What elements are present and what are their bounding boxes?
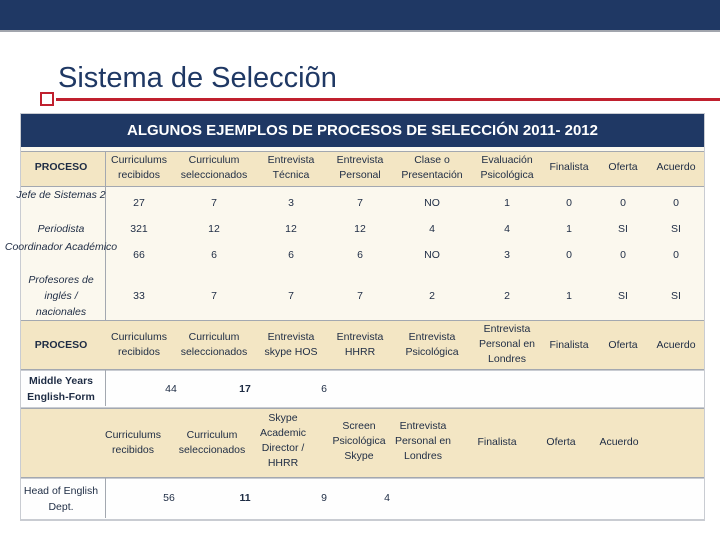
header-cell: Entrevista HHRR <box>336 331 384 358</box>
table-cell: 6 <box>321 383 327 395</box>
header-cell: Entrevista Psicológica <box>405 331 459 358</box>
header-cell: Entrevista Técnica <box>267 154 315 181</box>
table-cell: 0 <box>673 249 679 261</box>
header-cell: Acuerdo <box>656 161 696 173</box>
table-cell: 27 <box>133 197 145 209</box>
header-cell: Curriculums recibidos <box>110 331 167 358</box>
table-cell: 2 <box>504 290 510 302</box>
table-cell: 11 <box>239 492 251 504</box>
header-cell: Oferta <box>608 161 638 173</box>
header-cell: Screen Psicológica Skype <box>332 420 386 462</box>
table-cell: 7 <box>211 197 217 209</box>
table-cell: SI <box>671 290 681 302</box>
column-divider <box>105 370 106 406</box>
header-cell: PROCESO <box>34 339 88 351</box>
table-cell: 0 <box>620 197 626 209</box>
header-cell: Entrevista skype HOS <box>264 331 318 358</box>
table-cell: 66 <box>133 249 145 261</box>
top-bar <box>0 0 720 30</box>
row-label: Jefe de Sistemas 2 <box>16 189 106 201</box>
row-3 <box>21 478 704 520</box>
header-cell: Evaluación Psicológica <box>480 154 534 181</box>
table-cell: 6 <box>211 249 217 261</box>
table-cell: 0 <box>620 249 626 261</box>
row-label: Head of English Dept. <box>23 485 99 513</box>
header-cell: Curriculums recibidos <box>104 429 161 456</box>
header-cell: Finalista <box>549 161 589 173</box>
table-cell: 7 <box>288 290 294 302</box>
row-label: Periodista <box>37 223 85 235</box>
table-cell: 12 <box>208 223 220 235</box>
header-cell: Curriculums recibidos <box>110 154 167 181</box>
table-cell: SI <box>618 223 628 235</box>
header-cell: Curriculum seleccionados <box>180 154 248 181</box>
table-cell: 44 <box>165 383 177 395</box>
table-cell: 17 <box>239 383 251 395</box>
row-label: Middle Years English-Form <box>27 375 95 403</box>
top-bar-divider <box>0 30 720 32</box>
table-cell: SI <box>671 223 681 235</box>
row-label: Coordinador Académico <box>4 241 118 253</box>
table-cell: 4 <box>504 223 510 235</box>
table-cell: SI <box>618 290 628 302</box>
table-cell: 4 <box>384 492 390 504</box>
table-cell: 1 <box>566 223 572 235</box>
table-cell: 7 <box>211 290 217 302</box>
header-cell: Clase o Presentación <box>401 154 463 181</box>
header-cell: PROCESO <box>34 161 88 173</box>
table-cell: 3 <box>288 197 294 209</box>
header-cell: Entrevista Personal en Londres <box>394 420 452 462</box>
table-cell: 33 <box>133 290 145 302</box>
table-cell: 321 <box>130 223 148 235</box>
table-cell: 2 <box>429 290 435 302</box>
table-cell: 6 <box>288 249 294 261</box>
title-underline <box>56 98 720 101</box>
table-cell: 1 <box>566 290 572 302</box>
table-cell: 3 <box>504 249 510 261</box>
table-cell: 12 <box>354 223 366 235</box>
header-cell: Curriculum seleccionados <box>180 331 248 358</box>
table-cell: NO <box>424 197 440 209</box>
header-cell: Finalista <box>477 436 517 448</box>
table-cell: 1 <box>504 197 510 209</box>
table-cell: 7 <box>357 197 363 209</box>
header-cell: Entrevista Personal en Londres <box>478 323 536 365</box>
row-label: Profesores de inglés / nacionales <box>28 274 94 318</box>
table-cell: NO <box>424 249 440 261</box>
table-cell: 0 <box>673 197 679 209</box>
row-2 <box>21 370 704 408</box>
header-cell: Entrevista Personal <box>336 154 384 181</box>
table-cell: 0 <box>566 249 572 261</box>
title-bullet-icon <box>40 92 54 106</box>
table-cell: 6 <box>357 249 363 261</box>
table-cell: 56 <box>163 492 175 504</box>
header-cell: Finalista <box>549 339 589 351</box>
column-divider <box>105 478 106 518</box>
selection-table <box>4 113 705 521</box>
table-cell: 9 <box>321 492 327 504</box>
header-cell: Oferta <box>608 339 638 351</box>
header-cell: Oferta <box>546 436 576 448</box>
header-cell: Skype Academic Director / HHRR <box>259 412 307 469</box>
table-cell: 4 <box>429 223 435 235</box>
header-cell: Curriculum seleccionados <box>178 429 246 456</box>
table-banner: ALGUNOS EJEMPLOS DE PROCESOS DE SELECCIÓN 2011- 2012 <box>21 114 704 147</box>
table-cell: 0 <box>566 197 572 209</box>
table-cell: 12 <box>285 223 297 235</box>
header-cell: Acuerdo <box>656 339 696 351</box>
slide-title: Sistema de Selecciõn <box>58 62 337 94</box>
table-cell: 7 <box>357 290 363 302</box>
header-cell: Acuerdo <box>599 436 639 448</box>
